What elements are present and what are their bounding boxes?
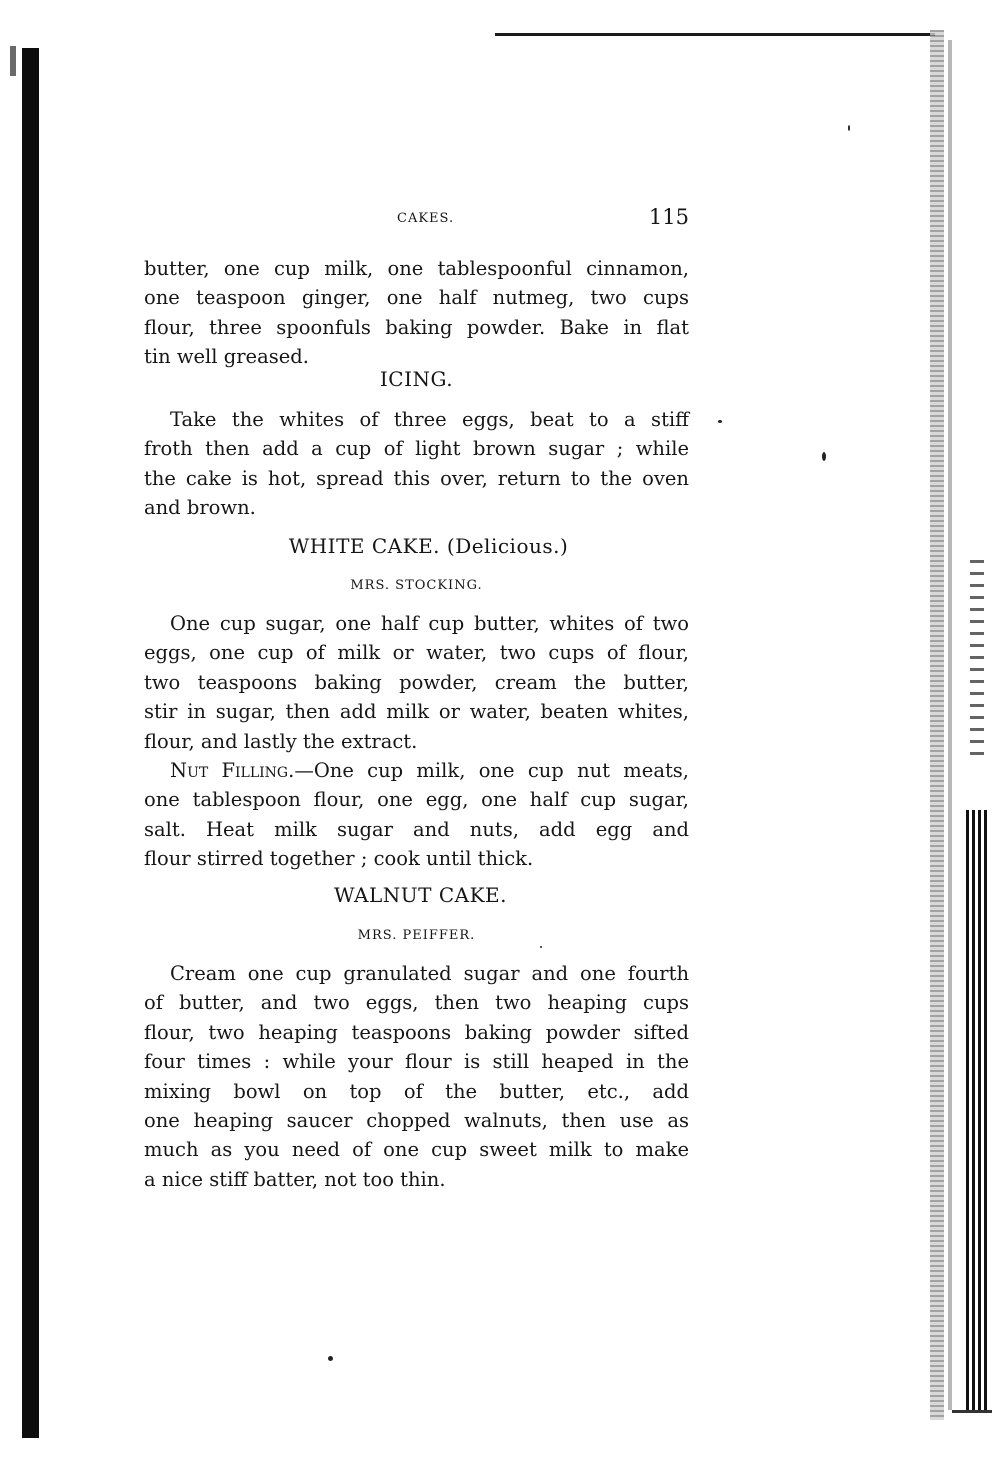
text-line: froth then add a cup of light brown sugar ; while xyxy=(144,437,689,461)
white-cake-heading: WHITE CAKE. (Delicious.) xyxy=(288,534,569,558)
icing-paragraph xyxy=(144,405,689,523)
intro-paragraph xyxy=(144,254,689,372)
text-line: flour, and lastly the extract. xyxy=(144,729,418,753)
page-edge-bottom xyxy=(952,1410,992,1413)
text-line: flour, two heaping teaspoons baking powder sifted xyxy=(144,1020,689,1044)
text-line: flour, three spoonfuls baking powder. Bake in flat xyxy=(144,315,689,339)
text-line: much as you need of one cup sweet milk to make xyxy=(144,1138,689,1162)
icing-heading: ICING. xyxy=(379,367,454,391)
page-edge-top xyxy=(495,33,935,36)
text-line: stir in sugar, then add milk or water, beaten whites, xyxy=(144,700,689,724)
walnut-cake-heading: WALNUT CAKE. xyxy=(334,883,507,907)
page-edge-right-inner xyxy=(948,40,952,1410)
text-line: Cream one cup granulated sugar and one fourth xyxy=(170,962,689,985)
text-line: mixing bowl on top of the butter, etc., add xyxy=(144,1079,689,1103)
ink-speck xyxy=(328,1356,333,1361)
page-header xyxy=(144,205,689,233)
nut-filling-text: —One cup milk, one cup nut meats, xyxy=(294,759,690,783)
text-line: eggs, one cup of milk or water, two cups of flour, xyxy=(144,641,689,665)
text-line: salt. Heat milk sugar and nuts, add egg and xyxy=(144,817,689,841)
ink-speck xyxy=(718,420,722,423)
text-line: the cake is hot, spread this over, return to the oven xyxy=(144,466,689,490)
binding-shadow xyxy=(22,48,39,1438)
ink-speck xyxy=(822,452,826,461)
text-line: one heaping saucer chopped walnuts, then use as xyxy=(144,1109,689,1133)
text-line: and brown. xyxy=(144,496,256,520)
text-line: one teaspoon ginger, one half nutmeg, two cups xyxy=(144,286,689,310)
ink-speck xyxy=(540,946,542,948)
text-line: four times : while your flour is still heaped in the xyxy=(144,1050,689,1074)
white-cake-byline: MRS. STOCKING. xyxy=(350,578,483,593)
text-line: a nice stiff batter, not too thin. xyxy=(144,1167,446,1191)
nut-filling-first-line xyxy=(144,756,689,785)
text-line: tin well greased. xyxy=(144,345,309,369)
text-line: two teaspoons baking powder, cream the butter, xyxy=(144,670,689,694)
text-line: one tablespoon flour, one egg, one half cup sugar, xyxy=(144,788,689,812)
text-line: of butter, and two eggs, then two heaping cups xyxy=(144,991,689,1015)
text-line: butter, one cup milk, one tablespoonful cinnamon, xyxy=(144,257,689,280)
text-line: Take the whites of three eggs, beat to a stiff xyxy=(170,408,689,431)
walnut-cake-paragraph xyxy=(144,959,689,1194)
page-number: 115 xyxy=(648,205,689,229)
walnut-cake-byline: MRS. PEIFFER. xyxy=(357,928,476,943)
ink-speck xyxy=(848,125,850,131)
white-cake-paragraph xyxy=(144,609,689,874)
binding-shadow-edge xyxy=(10,46,16,76)
text-line: One cup sugar, one half cup butter, whites of two xyxy=(170,612,689,635)
page-edge-stack-upper xyxy=(970,560,984,760)
running-title: CAKES. xyxy=(397,211,455,226)
nut-filling-label: Nut Filling. xyxy=(170,759,295,783)
text-line: flour stirred together ; cook until thick. xyxy=(144,847,534,871)
page-edge-stack xyxy=(966,810,988,1410)
page-edge-right xyxy=(930,30,944,1420)
